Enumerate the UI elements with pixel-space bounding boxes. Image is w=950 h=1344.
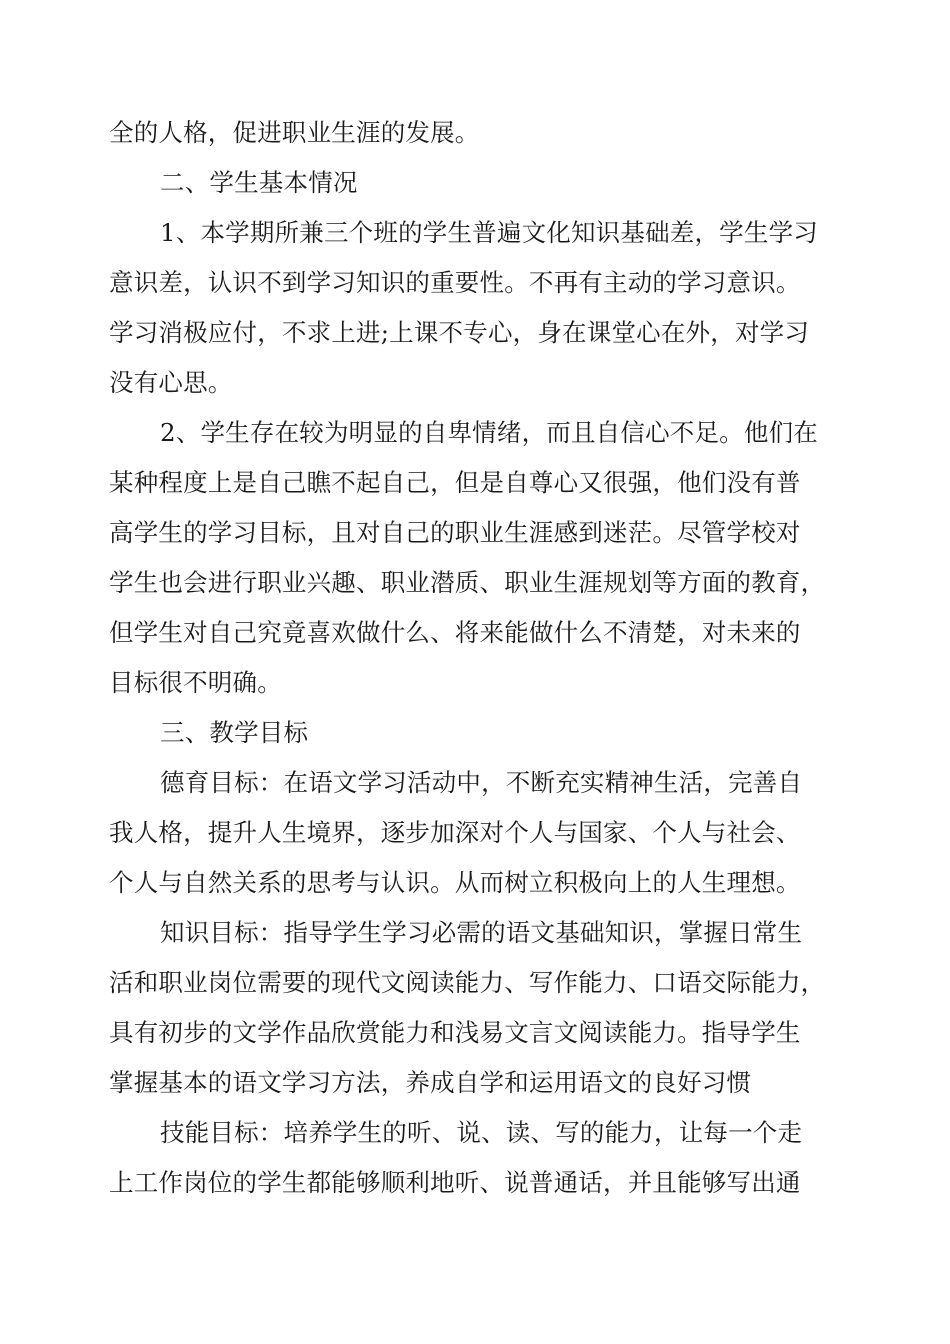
text-line: 没有心思。 (109, 368, 233, 397)
text-line: 高学生的学习目标，且对自己的职业生涯感到迷茫。尽管学校对 (109, 518, 801, 547)
text-line: 2、学生存在较为明显的自卑情绪，而且自信心不足。他们在 (160, 418, 818, 447)
text-line: 活和职业岗位需要的现代文阅读能力、写作能力、口语交际能力， (109, 968, 826, 997)
text-line: 个人与自然关系的思考与认识。从而树立积极向上的人生理想。 (109, 868, 801, 897)
text-line: 1、本学期所兼三个班的学生普遍文化知识基础差，学生学习 (160, 218, 818, 247)
text-line: 意识差，认识不到学习知识的重要性。不再有主动的学习意识。 (109, 268, 801, 297)
text-line: 掌握基本的语文学习方法，养成自学和运用语文的良好习惯 (109, 1068, 752, 1097)
text-line: 某种程度上是自己瞧不起自己，但是自尊心又很强，他们没有普 (109, 468, 801, 497)
text-line: 我人格，提升人生境界，逐步加深对个人与国家、个人与社会、 (109, 818, 801, 847)
text-line: 学生也会进行职业兴趣、职业潜质、职业生涯规划等方面的教育， (109, 568, 826, 597)
text-line: 技能目标：培养学生的听、说、读、写的能力，让每一个走 (160, 1118, 803, 1147)
text-line: 上工作岗位的学生都能够顺利地听、说普通话，并且能够写出通 (109, 1168, 801, 1197)
section-heading: 二、学生基本情况 (160, 168, 358, 197)
text-line: 目标很不明确。 (109, 668, 282, 697)
text-line: 知识目标：指导学生学习必需的语文基础知识，掌握日常生 (160, 918, 803, 947)
text-line: 但学生对自己究竟喜欢做什么、将来能做什么不清楚，对未来的 (109, 618, 801, 647)
text-line: 全的人格，促进职业生涯的发展。 (109, 118, 480, 147)
text-line: 德育目标：在语文学习活动中，不断充实精神生活，完善自 (160, 768, 803, 797)
section-heading: 三、教学目标 (160, 718, 309, 747)
text-line: 具有初步的文学作品欣赏能力和浅易文言文阅读能力。指导学生 (109, 1018, 801, 1047)
text-line: 学习消极应付，不求上进;上课不专心，身在课堂心在外，对学习 (109, 318, 810, 347)
